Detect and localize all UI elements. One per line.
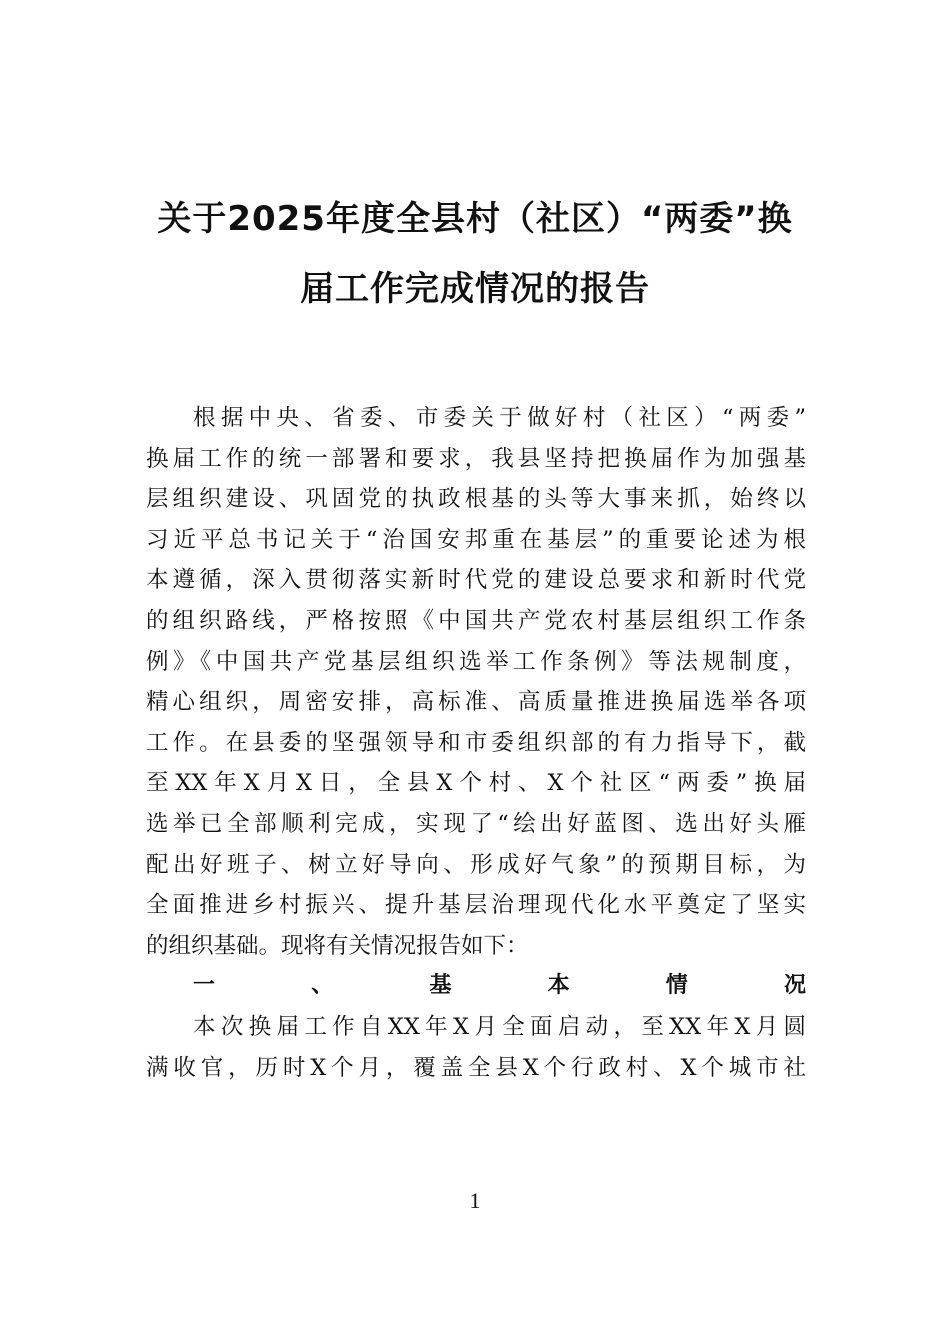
paragraph-line: 根据中央、省委、市委关于做好村（社区）“两委” bbox=[193, 405, 806, 431]
paragraph-line: 本次换届工作自XX年X月全面启动，至XX年X月圆 bbox=[193, 1013, 806, 1040]
document-title-line-2: 届工作完成情况的报告 bbox=[300, 269, 650, 309]
paragraph-line: 全面推进乡村振兴、提升基层治理现代化水平奠定了坚实 bbox=[146, 892, 806, 919]
paragraph-line: 习近平总书记关于“治国安邦重在基层”的重要论述为根 bbox=[146, 526, 806, 553]
paragraph-line: 至XX年X月X日，全县X个村、X个社区“两委”换届 bbox=[146, 770, 806, 797]
paragraph-line: 本遵循，深入贯彻落实新时代党的建设总要求和新时代党 bbox=[146, 567, 806, 594]
document-title-line-1: 关于2025年度全县村（社区）“两委”换 bbox=[157, 199, 793, 239]
paragraph-line: 换届工作的统一部署和要求，我县坚持把换届作为加强基 bbox=[146, 445, 806, 472]
section-heading: 一、基本情况 bbox=[193, 973, 806, 999]
paragraph-line: 的组织基础。现将有关情况报告如下： bbox=[146, 932, 529, 959]
paragraph-line: 选举已全部顺利完成，实现了“绘出好蓝图、选出好头雁 bbox=[146, 810, 806, 837]
paragraph-line: 层组织建设、巩固党的执政根基的头等大事来抓，始终以 bbox=[146, 486, 806, 513]
page-number: 1 bbox=[469, 1188, 481, 1213]
paragraph-line: 工作。在县委的坚强领导和市委组织部的有力指导下，截 bbox=[146, 729, 806, 756]
paragraph-line: 满收官，历时X个月，覆盖全县X个行政村、X个城市社 bbox=[146, 1054, 806, 1081]
paragraph-line: 例》《中国共产党基层组织选举工作条例》等法规制度， bbox=[146, 648, 806, 675]
paragraph-line: 配出好班子、树立好导向、形成好气象”的预期目标，为 bbox=[146, 851, 806, 878]
paragraph-line: 精心组织，周密安排，高标准、高质量推进换届选举各项 bbox=[146, 689, 806, 716]
paragraph-line: 的组织路线，严格按照《中国共产党农村基层组织工作条 bbox=[146, 607, 806, 634]
document-body bbox=[146, 398, 806, 1088]
